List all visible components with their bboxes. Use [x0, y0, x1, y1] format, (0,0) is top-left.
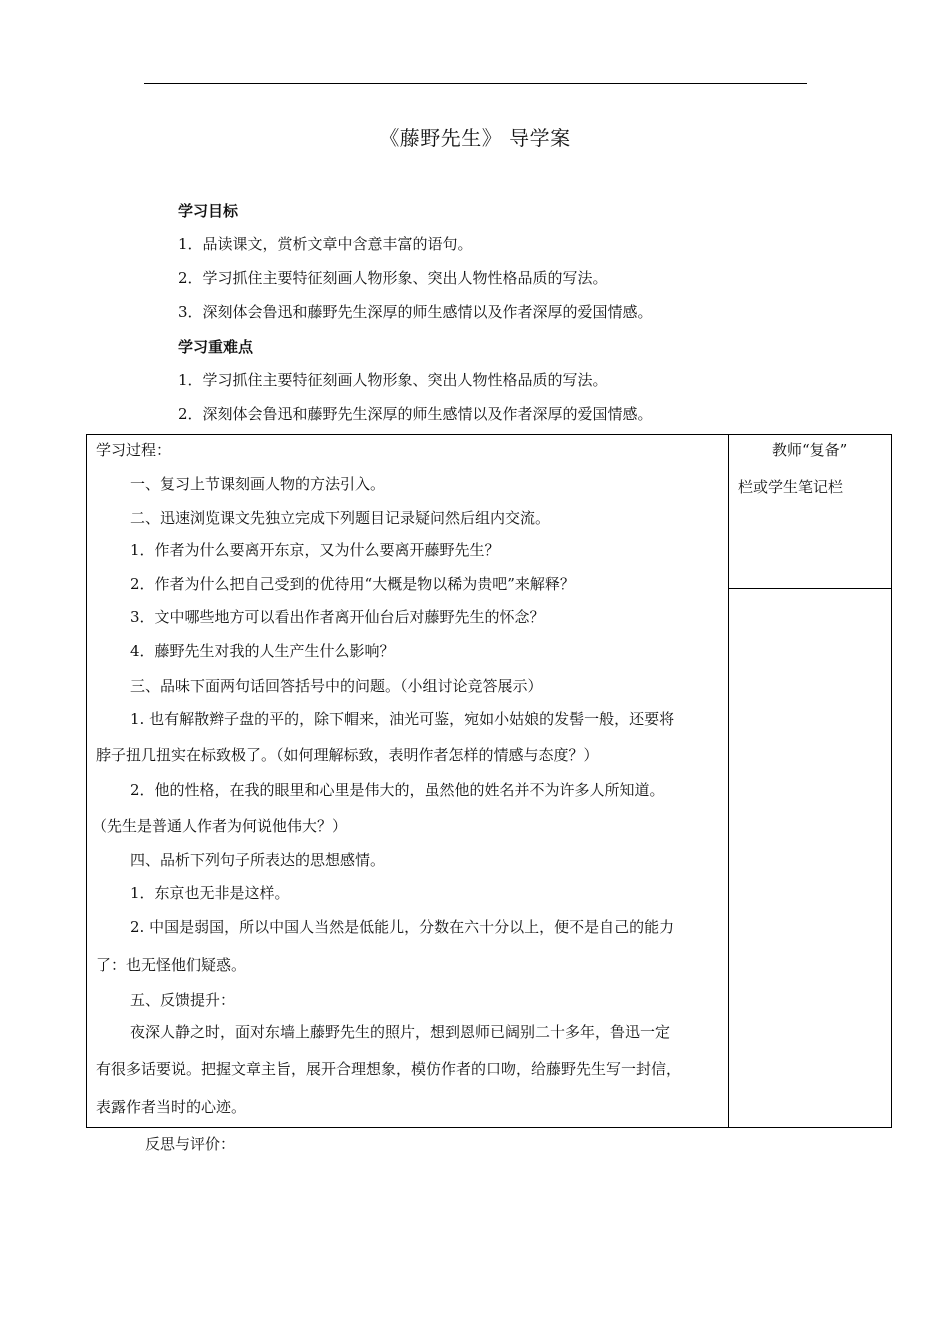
process-line: 2. 中国是弱国，所以中国人当然是低能儿，分数在六十分以上，便不是自己的能力 [130, 918, 675, 936]
process-line: 1. 也有解散辫子盘的平的，除下帽来，油光可鉴，宛如小姑娘的发髻一般，还要将 [130, 710, 675, 728]
key-point-item: 2．深刻体会鲁迅和藤野先生深厚的师生感情以及作者深厚的爱国情感。 [178, 405, 653, 423]
process-line: 有很多话要说。把握文章主旨，展开合理想象，模仿作者的口吻，给藤野先生写一封信， [96, 1060, 682, 1078]
process-line: 2．作者为什么把自己受到的优待用“大概是物以稀为贵吧”来解释？ [130, 575, 575, 593]
process-heading: 学习过程： [96, 441, 172, 459]
goal-item: 2．学习抓住主要特征刻画人物形象、突出人物性格品质的写法。 [178, 269, 608, 287]
process-line: 夜深人静之时，面对东墙上藤野先生的照片，想到恩师已阔别二十多年，鲁迅一定 [130, 1023, 671, 1041]
process-line: 二、迅速浏览课文先独立完成下列题目记录疑问然后组内交流。 [130, 509, 551, 527]
process-line: 3．文中哪些地方可以看出作者离开仙台后对藤野先生的怀念？ [130, 608, 545, 626]
side-note-line: 教师“复备” [772, 441, 848, 459]
reflection-label: 反思与评价： [145, 1135, 236, 1153]
process-line: 表露作者当时的心迹。 [96, 1098, 247, 1116]
process-line: 三、品味下面两句话回答括号中的问题。（小组讨论竞答展示） [130, 677, 543, 695]
process-line: （先生是普通人作者为何说他伟大？） [92, 817, 348, 835]
process-line: 1．东京也无非是这样。 [130, 884, 290, 902]
key-point-item: 1．学习抓住主要特征刻画人物形象、突出人物性格品质的写法。 [178, 371, 608, 389]
key-points-heading: 学习重难点 [178, 338, 254, 356]
process-line: 脖子扭几扭实在标致极了。（如何理解标致，表明作者怎样的情感与态度？） [96, 746, 599, 764]
process-line: 4．藤野先生对我的人生产生什么影响？ [130, 642, 395, 660]
process-line: 1．作者为什么要离开东京，又为什么要离开藤野先生？ [130, 541, 500, 559]
process-line: 了：也无怪他们疑惑。 [96, 956, 247, 974]
side-note-line: 栏或学生笔记栏 [738, 478, 844, 496]
page-title: 《藤野先生》 导学案 [379, 126, 571, 150]
side-cell-divider [728, 588, 892, 589]
process-line: 2．他的性格，在我的眼里和心里是伟大的，虽然他的姓名并不为许多人所知道。 [130, 781, 665, 799]
process-line: 五、反馈提升： [130, 991, 236, 1009]
goal-item: 1．品读课文，赏析文章中含意丰富的语句。 [178, 235, 473, 253]
process-line: 四、品析下列句子所表达的思想感情。 [130, 851, 386, 869]
goal-item: 3．深刻体会鲁迅和藤野先生深厚的师生感情以及作者深厚的爱国情感。 [178, 303, 653, 321]
table-column-divider [728, 434, 729, 1128]
header-rule [144, 83, 807, 84]
process-line: 一、复习上节课刻画人物的方法引入。 [130, 475, 386, 493]
goals-heading: 学习目标 [178, 202, 239, 220]
